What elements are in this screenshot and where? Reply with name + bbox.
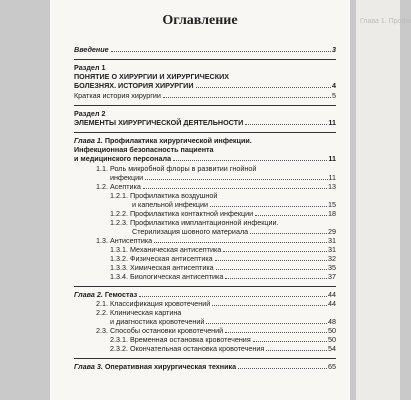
toc-entry-page: 11 <box>328 118 336 127</box>
divider <box>74 105 336 106</box>
toc-entry-1-3-4[interactable] <box>110 273 336 281</box>
toc-entry-page: 50 <box>328 326 336 335</box>
page-title: Оглавление <box>162 13 238 28</box>
adjacent-page-text: Глава 1. Профи <box>360 18 411 25</box>
toc-entry-page: 31 <box>328 245 336 254</box>
toc-entry-page: 48 <box>328 317 336 326</box>
toc-entry-page: 44 <box>328 299 336 308</box>
toc-entry-page: 3 <box>332 45 336 54</box>
toc-entry-label: инфекции <box>110 173 144 182</box>
toc-entry-1-3[interactable] <box>96 237 336 245</box>
toc-entry-label: 1.3.3. Химическая антисептика <box>110 263 214 272</box>
toc-entry-page: 44 <box>328 290 336 299</box>
toc-entry-1-2-1-line1[interactable]: 1.2.1. Профилактика воздушной <box>110 191 218 200</box>
toc-page <box>50 0 350 400</box>
toc-entry-page: 18 <box>328 209 336 218</box>
toc-entry-page: 11 <box>328 173 336 182</box>
divider <box>74 358 336 359</box>
toc-entry-1-2[interactable] <box>96 183 336 191</box>
toc-entry-2-2-line1[interactable]: 2.2. Клиническая картина <box>96 308 182 317</box>
toc-entry-page: 4 <box>332 81 336 90</box>
toc-entry-label: 2.3.1. Временная остановка кровотечения <box>110 335 251 344</box>
toc-entry-label: 1.3. Антисептика <box>96 236 153 245</box>
toc-entry-2-3-1[interactable] <box>110 336 336 344</box>
toc-entry-label: 2.1. Классификация кровотечений <box>96 299 211 308</box>
toc-entry-label: БОЛЕЗНЯХ. ИСТОРИЯ ХИРУРГИИ <box>74 81 194 90</box>
divider <box>74 59 336 60</box>
toc-entry-1-3-1[interactable] <box>110 246 336 254</box>
toc-entry-label: и медицинского персонала <box>74 154 172 163</box>
toc-entry-page: 29 <box>328 227 336 236</box>
toc-entry-page: 31 <box>328 236 336 245</box>
toc-entry-label: ЭЛЕМЕНТЫ ХИРУРГИЧЕСКОЙ ДЕЯТЕЛЬНОСТИ <box>74 118 244 127</box>
toc-entry-1-1[interactable] <box>110 174 336 182</box>
toc-entry-1-2-1[interactable] <box>132 201 336 209</box>
toc-entry-page: 11 <box>328 154 336 163</box>
toc-entry-label: 1.3.1. Механическая антисептика <box>110 245 222 254</box>
chapter-title: Оперативная хирургическая техника <box>104 362 237 371</box>
toc-entry-1-2-3-line1[interactable]: 1.2.3. Профилактика имплантационной инфекции. <box>110 218 279 227</box>
toc-entry-2-2[interactable] <box>110 318 336 326</box>
toc-entry-2-3-2[interactable] <box>110 345 336 353</box>
toc-entry-label: Введение <box>74 45 109 54</box>
toc-entry-chapter-2[interactable] <box>74 291 336 299</box>
toc-entry-label: 2.3. Способы остановки кровотечений <box>96 326 224 335</box>
toc-entry-label: 1.3.4. Биологическая антисептика <box>110 272 224 281</box>
toc-entry-2-3[interactable] <box>96 327 336 335</box>
toc-entry-1-3-3[interactable] <box>110 264 336 272</box>
toc-entry-1-2-2[interactable] <box>110 210 336 218</box>
toc-entry-page: 65 <box>328 362 336 371</box>
toc-entry-page: 54 <box>328 344 336 353</box>
toc-entry-page: 15 <box>328 200 336 209</box>
chapter-prefix: Глава 1. <box>74 136 103 145</box>
toc-entry-chapter-1[interactable] <box>74 155 336 163</box>
toc-entry-label: 1.2.2. Профилактика контактной инфекции <box>110 209 254 218</box>
chapter-1-title-line2[interactable]: Инфекционная безопасность пациента <box>74 145 214 154</box>
section-2-heading: Раздел 2 <box>74 109 106 118</box>
toc-entry-1-1-line1[interactable]: 1.1. Роль микробной флоры в развитии гнойной <box>96 164 257 173</box>
section-1-heading: Раздел 1 <box>74 63 106 72</box>
toc-entry-page: 37 <box>328 272 336 281</box>
toc-entry-label: и диагностика кровотечений <box>110 317 205 326</box>
toc-entry-page: 35 <box>328 263 336 272</box>
adjacent-page-edge <box>356 0 411 400</box>
toc-entry-label: 2.3.2. Окончательная остановка кровотечения <box>110 344 265 353</box>
toc-entry-page: 50 <box>328 335 336 344</box>
toc-entry-history[interactable] <box>74 92 336 100</box>
toc-entry-label: и капельной инфекции <box>132 200 209 209</box>
chapter-1-title-line1[interactable] <box>74 137 252 145</box>
toc-entry-label: Стерилизация шовного материала <box>132 227 249 236</box>
toc-entry-label: Краткая история хирургии <box>74 91 161 100</box>
toc-entry-1-2-3[interactable] <box>132 228 336 236</box>
toc-entry-introduction[interactable] <box>74 46 336 54</box>
divider <box>74 286 336 287</box>
chapter-prefix: Глава 3. <box>74 362 103 371</box>
section-1-title-line1[interactable]: ПОНЯТИЕ О ХИРУРГИИ И ХИРУРГИЧЕСКИХ <box>74 72 230 81</box>
toc-entry-label: 1.2. Асептика <box>96 182 141 191</box>
chapter-prefix: Глава 2. <box>74 290 103 299</box>
toc-entry-2-1[interactable] <box>96 300 336 308</box>
chapter-title: Гемостаз <box>104 290 138 299</box>
chapter-title: Профилактика хирургической инфекции. <box>104 136 252 145</box>
toc-entry-page: 32 <box>328 254 336 263</box>
toc-entry-section-1[interactable] <box>74 82 336 90</box>
toc-entry-page: 13 <box>328 182 336 191</box>
toc-entry-chapter-3[interactable] <box>74 363 336 371</box>
toc-entry-label: 1.3.2. Физическая антисептика <box>110 254 213 263</box>
toc-entry-section-2[interactable] <box>74 119 336 127</box>
toc-entry-1-3-2[interactable] <box>110 255 336 263</box>
toc-entry-page: 5 <box>332 91 336 100</box>
divider <box>74 132 336 133</box>
